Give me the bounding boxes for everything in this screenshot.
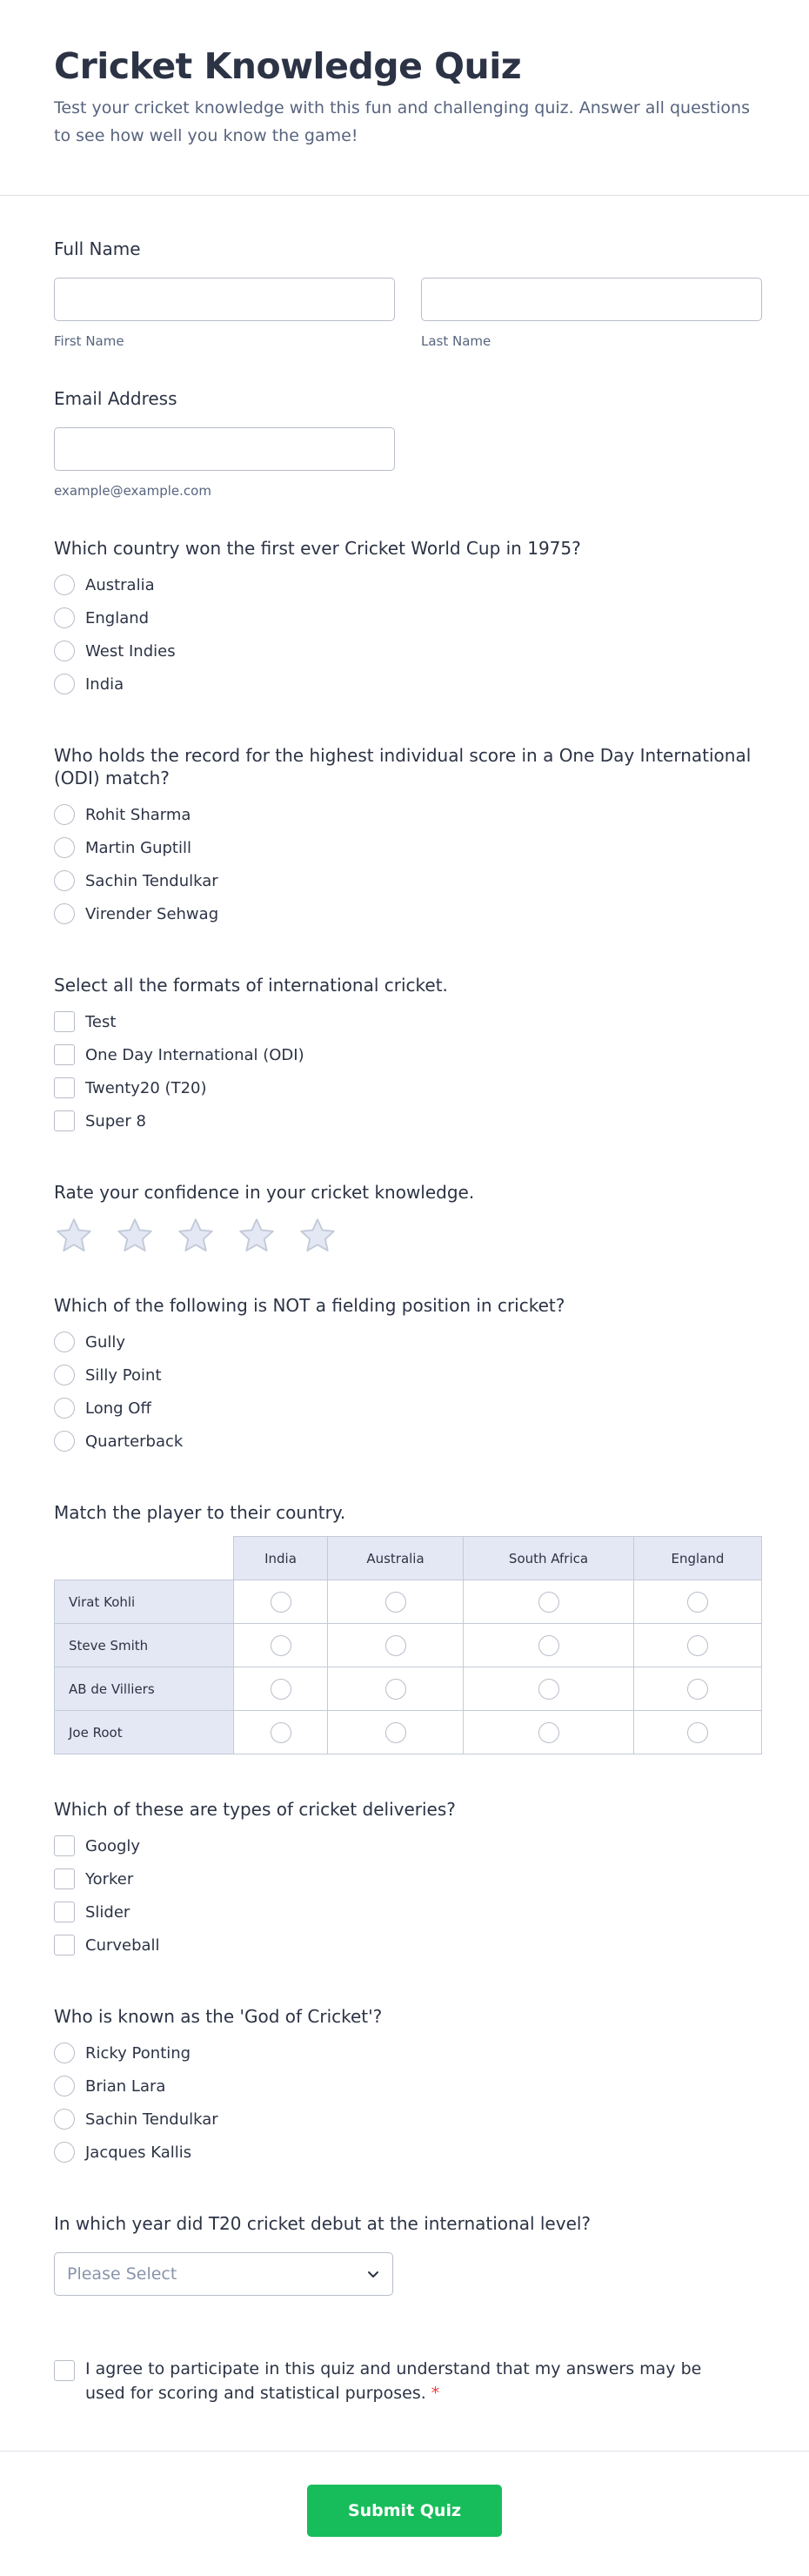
form-header xyxy=(0,0,809,196)
q3-option[interactable] xyxy=(54,1071,755,1104)
matrix-cell[interactable] xyxy=(234,1624,328,1667)
checkbox[interactable] xyxy=(54,1935,75,1955)
email-field xyxy=(54,387,755,499)
matrix-row xyxy=(55,1711,762,1754)
radio-button[interactable] xyxy=(54,2076,75,2096)
checkbox[interactable] xyxy=(54,1835,75,1856)
radio-button[interactable] xyxy=(271,1722,291,1743)
checkbox[interactable] xyxy=(54,1044,75,1065)
first-name-input[interactable] xyxy=(54,278,395,321)
q1-option[interactable] xyxy=(54,667,755,701)
star-rating xyxy=(54,1216,755,1256)
option-label: Yorker xyxy=(85,1869,134,1888)
option-label: Virender Sehwag xyxy=(85,904,219,923)
radio-button[interactable] xyxy=(687,1635,708,1656)
question-9-label: In which year did T20 cricket debut at the international level? xyxy=(54,2213,592,2234)
option-label: West Indies xyxy=(85,641,176,661)
q7-option[interactable] xyxy=(54,1862,755,1895)
radio-button[interactable] xyxy=(271,1635,291,1656)
matrix-row-header: Virat Kohli xyxy=(55,1580,234,1624)
question-3-label: Select all the formats of international cricket. xyxy=(54,975,448,996)
radio-button[interactable] xyxy=(385,1722,406,1743)
option-label: Australia xyxy=(85,575,155,594)
year-dropdown[interactable] xyxy=(54,2252,393,2296)
star-icon[interactable] xyxy=(115,1216,155,1256)
option-label: Super 8 xyxy=(85,1111,146,1130)
last-name-sublabel: Last Name xyxy=(421,333,491,349)
last-name-input[interactable] xyxy=(421,278,762,321)
matrix-table xyxy=(54,1536,762,1754)
radio-button[interactable] xyxy=(54,804,75,825)
matrix-column-header: India xyxy=(234,1537,328,1580)
q5-option[interactable] xyxy=(54,1358,755,1392)
form-footer xyxy=(0,2451,809,2576)
first-name-sublabel: First Name xyxy=(54,333,124,349)
q7-option[interactable] xyxy=(54,1895,755,1929)
q1-option[interactable] xyxy=(54,601,755,634)
required-mark: * xyxy=(431,2384,440,2403)
agreement-text: I agree to participate in this quiz and understand that my answers may be used for scoring and statistical purposes. xyxy=(85,2359,702,2403)
matrix-row xyxy=(55,1667,762,1711)
matrix-header-row xyxy=(55,1537,762,1580)
radio-button[interactable] xyxy=(54,1365,75,1385)
matrix-row-header: Joe Root xyxy=(55,1711,234,1754)
matrix-cell[interactable] xyxy=(464,1624,634,1667)
radio-button[interactable] xyxy=(54,2043,75,2063)
checkbox[interactable] xyxy=(54,1077,75,1098)
full-name-label: Full Name xyxy=(54,238,141,259)
question-1 xyxy=(54,537,755,701)
matrix-cell[interactable] xyxy=(234,1580,328,1624)
question-3 xyxy=(54,974,755,1137)
dropdown-placeholder: Please Select xyxy=(67,2264,177,2284)
radio-button[interactable] xyxy=(538,1679,559,1700)
option-label: England xyxy=(85,608,150,627)
radio-button[interactable] xyxy=(54,2109,75,2130)
q5-option[interactable] xyxy=(54,1325,755,1358)
matrix-cell[interactable] xyxy=(464,1711,634,1754)
radio-button[interactable] xyxy=(385,1635,406,1656)
option-label: Jacques Kallis xyxy=(85,2143,192,2162)
radio-button[interactable] xyxy=(538,1722,559,1743)
matrix-cell[interactable] xyxy=(234,1711,328,1754)
email-sublabel: example@example.com xyxy=(54,483,211,499)
matrix-cell[interactable] xyxy=(328,1667,464,1711)
checkbox[interactable] xyxy=(54,1868,75,1889)
q2-option[interactable] xyxy=(54,831,755,864)
page-description: Test your cricket knowledge with this fun and challenging quiz. Answer all questions to see how well you know the game! xyxy=(54,98,750,145)
radio-button[interactable] xyxy=(54,1332,75,1352)
q3-option[interactable] xyxy=(54,1038,755,1071)
radio-button[interactable] xyxy=(385,1679,406,1700)
question-2 xyxy=(54,744,755,930)
option-label: One Day International (ODI) xyxy=(85,1045,304,1064)
matrix-corner xyxy=(55,1537,234,1580)
question-2-label: Who holds the record for the highest individual score in a One Day International (ODI) match? xyxy=(54,745,752,788)
radio-button[interactable] xyxy=(54,641,75,661)
radio-button[interactable] xyxy=(687,1592,708,1613)
q3-option[interactable] xyxy=(54,1005,755,1038)
option-label: Sachin Tendulkar xyxy=(85,871,218,890)
matrix-row-header: AB de Villiers xyxy=(55,1667,234,1711)
question-8-label: Who is known as the 'God of Cricket'? xyxy=(54,2006,383,2027)
matrix-column-header: Australia xyxy=(328,1537,464,1580)
matrix-cell[interactable] xyxy=(634,1711,762,1754)
radio-button[interactable] xyxy=(54,1431,75,1452)
q5-option[interactable] xyxy=(54,1425,755,1458)
q8-option[interactable] xyxy=(54,2070,755,2103)
question-4 xyxy=(54,1181,755,1256)
name-row xyxy=(54,278,755,349)
q2-option[interactable] xyxy=(54,798,755,831)
matrix-cell[interactable] xyxy=(328,1624,464,1667)
radio-button[interactable] xyxy=(271,1592,291,1613)
checkbox[interactable] xyxy=(54,1011,75,1032)
option-label: Ricky Ponting xyxy=(85,2043,191,2063)
q8-option[interactable] xyxy=(54,2103,755,2136)
radio-button[interactable] xyxy=(687,1679,708,1700)
question-6-label: Match the player to their country. xyxy=(54,1502,346,1523)
matrix-row-header: Steve Smith xyxy=(55,1624,234,1667)
q7-option[interactable] xyxy=(54,1929,755,1962)
star-icon[interactable] xyxy=(54,1216,94,1256)
matrix-cell[interactable] xyxy=(634,1580,762,1624)
matrix-column-header: England xyxy=(634,1537,762,1580)
radio-button[interactable] xyxy=(54,837,75,858)
agreement-checkbox[interactable] xyxy=(54,2360,75,2381)
radio-button[interactable] xyxy=(54,607,75,628)
option-label: Rohit Sharma xyxy=(85,805,191,824)
radio-button[interactable] xyxy=(271,1679,291,1700)
option-label: Sachin Tendulkar xyxy=(85,2110,218,2129)
question-8 xyxy=(54,2005,755,2169)
question-7-label: Which of these are types of cricket deliveries? xyxy=(54,1799,456,1820)
option-label: Googly xyxy=(85,1836,141,1855)
q2-option[interactable] xyxy=(54,864,755,897)
matrix-cell[interactable] xyxy=(328,1580,464,1624)
matrix-cell[interactable] xyxy=(634,1624,762,1667)
submit-button[interactable]: Submit Quiz xyxy=(307,2485,502,2537)
last-name-col xyxy=(421,278,762,349)
question-4-label: Rate your confidence in your cricket knowledge. xyxy=(54,1182,475,1203)
option-label: Gully xyxy=(85,1332,126,1352)
question-5-label: Which of the following is NOT a fielding position in cricket? xyxy=(54,1295,565,1316)
option-label: Long Off xyxy=(85,1399,151,1418)
option-label: Test xyxy=(85,1012,117,1031)
q5-option[interactable] xyxy=(54,1392,755,1425)
q1-option[interactable] xyxy=(54,568,755,601)
option-label: Slider xyxy=(85,1902,130,1922)
q8-option[interactable] xyxy=(54,2036,755,2070)
page-title: Cricket Knowledge Quiz xyxy=(54,45,522,87)
option-label: Silly Point xyxy=(85,1365,162,1385)
agreement-text-wrap xyxy=(85,2357,715,2405)
q8-option[interactable] xyxy=(54,2136,755,2169)
matrix-cell[interactable] xyxy=(234,1667,328,1711)
q3-option[interactable] xyxy=(54,1104,755,1137)
radio-button[interactable] xyxy=(538,1592,559,1613)
matrix-cell[interactable] xyxy=(464,1667,634,1711)
matrix-row xyxy=(55,1624,762,1667)
radio-button[interactable] xyxy=(385,1592,406,1613)
radio-button[interactable] xyxy=(54,574,75,595)
radio-button[interactable] xyxy=(54,1398,75,1419)
chevron-down-icon xyxy=(366,2267,380,2281)
first-name-col xyxy=(54,278,395,349)
option-label: Twenty20 (T20) xyxy=(85,1078,207,1097)
option-label: Curveball xyxy=(85,1935,160,1955)
star-icon[interactable] xyxy=(237,1216,277,1256)
option-label: India xyxy=(85,674,124,694)
agreement-field[interactable] xyxy=(54,2357,715,2405)
matrix-cell[interactable] xyxy=(634,1667,762,1711)
question-6 xyxy=(54,1501,755,1754)
radio-button[interactable] xyxy=(54,2142,75,2163)
q7-option[interactable] xyxy=(54,1829,755,1862)
quiz-form xyxy=(0,196,809,2405)
question-5 xyxy=(54,1294,755,1458)
star-icon[interactable] xyxy=(176,1216,216,1256)
radio-button[interactable] xyxy=(54,903,75,924)
question-1-label: Which country won the first ever Cricket World Cup in 1975? xyxy=(54,538,581,559)
matrix-column-header: South Africa xyxy=(464,1537,634,1580)
checkbox[interactable] xyxy=(54,1902,75,1922)
email-input[interactable] xyxy=(54,427,395,471)
star-icon[interactable] xyxy=(298,1216,338,1256)
checkbox[interactable] xyxy=(54,1110,75,1131)
radio-button[interactable] xyxy=(687,1722,708,1743)
option-label: Martin Guptill xyxy=(85,838,191,857)
option-label: Brian Lara xyxy=(85,2076,166,2096)
q2-option[interactable] xyxy=(54,897,755,930)
radio-button[interactable] xyxy=(538,1635,559,1656)
question-7 xyxy=(54,1798,755,1962)
radio-button[interactable] xyxy=(54,674,75,694)
matrix-cell[interactable] xyxy=(464,1580,634,1624)
matrix-row xyxy=(55,1580,762,1624)
matrix-cell[interactable] xyxy=(328,1711,464,1754)
q1-option[interactable] xyxy=(54,634,755,667)
option-label: Quarterback xyxy=(85,1432,184,1451)
full-name-field xyxy=(54,238,755,349)
question-9 xyxy=(54,2212,755,2296)
radio-button[interactable] xyxy=(54,870,75,891)
email-label: Email Address xyxy=(54,388,177,409)
